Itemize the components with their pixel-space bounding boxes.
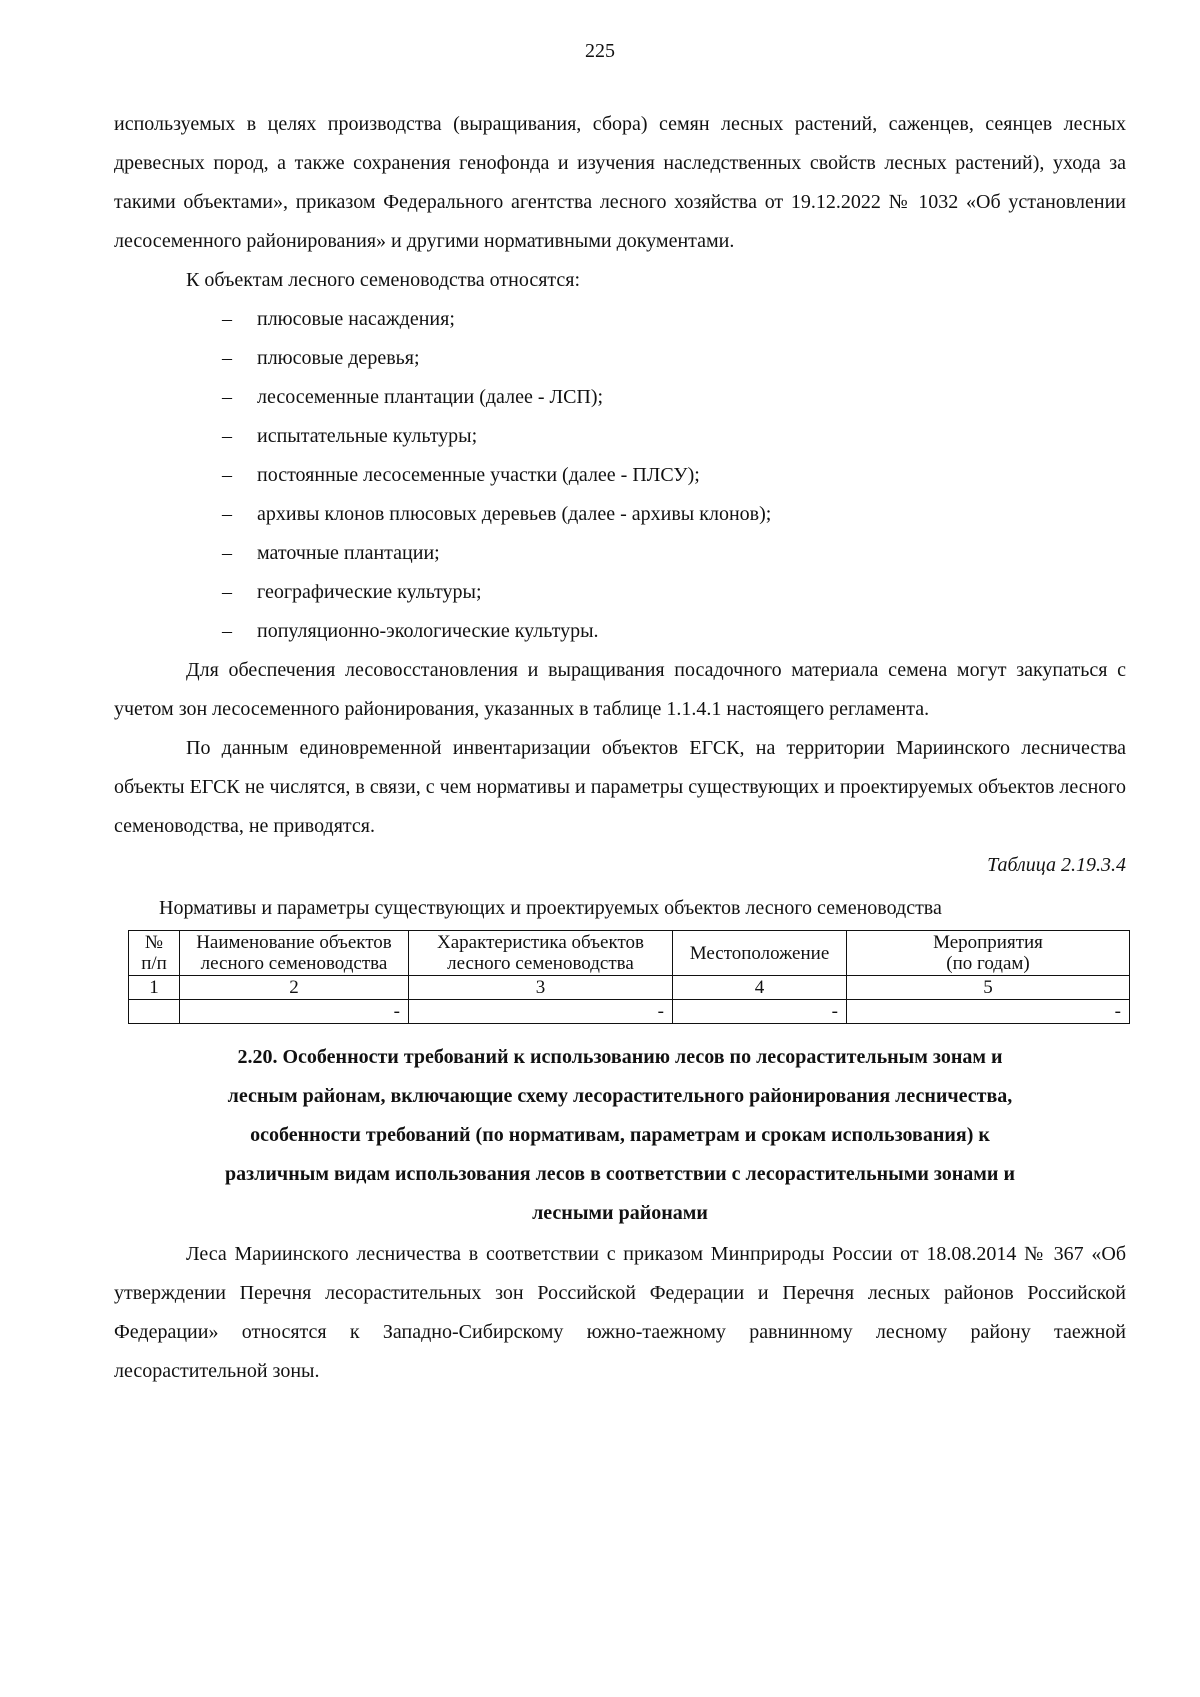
header-cell-object-name: Наименование объектов лесного семеноводства	[180, 931, 409, 976]
paragraph-seed-purchase: Для обеспечения лесовосстановления и выращивания посадочного материала семена могут закупаться с учетом зон лесосеменного районирования, указанных в таблице 1.1.4.1 настоящего регламента.	[114, 659, 1126, 720]
list-item: – архивы клонов плюсовых деревьев (далее - архивы клонов);	[114, 495, 1126, 534]
table-column-number-row	[129, 976, 1130, 1000]
list-item: – географические культуры;	[114, 573, 1126, 612]
table-cell: -	[180, 1000, 409, 1024]
table-cell: -	[409, 1000, 673, 1024]
list-item: – испытательные культуры;	[114, 417, 1126, 456]
section-heading-line: различным видам использования лесов в соответствии с лесорастительными зонами и	[225, 1163, 1015, 1185]
table-cell: 5	[847, 976, 1130, 1000]
paragraph-intro-continuation: используемых в целях производства (выращивания, сбора) семян лесных растений, саженцев, сеянцев лесных древесных пород, а также сохранения генофонда и изучения наследственных свойств лесных растений), ухода за такими объектами», приказом Федерального агентства лесного хозяйства от 19.12.2022 № 1032 «Об установлении лесосеменного районирования» и другими нормативными документами.	[114, 113, 1126, 252]
dash-bullet-icon: –	[222, 542, 232, 564]
dash-bullet-icon: –	[222, 503, 232, 525]
page-number: 225	[585, 40, 615, 62]
header-cell-number: № п/п	[129, 931, 180, 976]
table-cell: 4	[673, 976, 847, 1000]
list-item: – плюсовые насаждения;	[114, 300, 1126, 339]
dash-bullet-icon: –	[222, 620, 232, 642]
document-body	[114, 105, 1126, 1391]
section-heading	[114, 1038, 1126, 1233]
table-cell: 1	[129, 976, 180, 1000]
table-cell: 3	[409, 976, 673, 1000]
dash-bullet-icon: –	[222, 347, 232, 369]
paragraph-egsk-inventory: По данным единовременной инвентаризации объектов ЕГСК, на территории Мариинского лесничества объекты ЕГСК не числятся, в связи, с чем нормативы и параметры существующих и проектируемых объектов лесного семеноводства, не приводятся.	[114, 737, 1126, 837]
list-item: – лесосеменные плантации (далее - ЛСП);	[114, 378, 1126, 417]
section-heading-line: особенности требований (по нормативам, параметрам и срокам использования) к	[250, 1124, 990, 1146]
list-item: – маточные плантации;	[114, 534, 1126, 573]
paragraph-forest-district: Леса Мариинского лесничества в соответствии с приказом Минприроды России от 18.08.2014 № 367 «Об утверждении Перечня лесорастительных зон Российской Федерации и Перечня лесных районов Российской Федерации» относятся к Западно-Сибирскому южно-таежному равнинному лесному району таежной лесорастительной зоны.	[114, 1243, 1126, 1382]
table-cell: -	[673, 1000, 847, 1024]
dash-bullet-icon: –	[222, 308, 232, 330]
seed-objects-list	[114, 300, 1126, 651]
section-heading-line: лесными районами	[532, 1202, 708, 1224]
list-item: – плюсовые деревья;	[114, 339, 1126, 378]
dash-bullet-icon: –	[222, 581, 232, 603]
header-cell-location: Местоположение	[673, 931, 847, 976]
table-cell: -	[847, 1000, 1130, 1024]
dash-bullet-icon: –	[222, 425, 232, 447]
header-cell-characteristics: Характеристика объектов лесного семеноводства	[409, 931, 673, 976]
table-title: Нормативы и параметры существующих и проектируемых объектов лесного семеноводства	[159, 897, 942, 919]
table-cell: 2	[180, 976, 409, 1000]
dash-bullet-icon: –	[222, 386, 232, 408]
dash-bullet-icon: –	[222, 464, 232, 486]
section-heading-line: лесным районам, включающие схему лесорастительного районирования лесничества,	[227, 1085, 1013, 1107]
table-cell	[129, 1000, 180, 1024]
table-header-row	[129, 931, 1130, 976]
header-cell-activities: Мероприятия (по годам)	[847, 931, 1130, 976]
table-row	[129, 1000, 1130, 1024]
list-intro: К объектам лесного семеноводства относятся:	[186, 269, 581, 291]
list-item: – популяционно-экологические культуры.	[114, 612, 1126, 651]
section-heading-line: 2.20. Особенности требований к использованию лесов по лесорастительным зонам и	[237, 1046, 1003, 1068]
table-label: Таблица 2.19.3.4	[987, 854, 1126, 876]
seed-objects-table	[128, 930, 1130, 1024]
list-item: – постоянные лесосеменные участки (далее - ПЛСУ);	[114, 456, 1126, 495]
